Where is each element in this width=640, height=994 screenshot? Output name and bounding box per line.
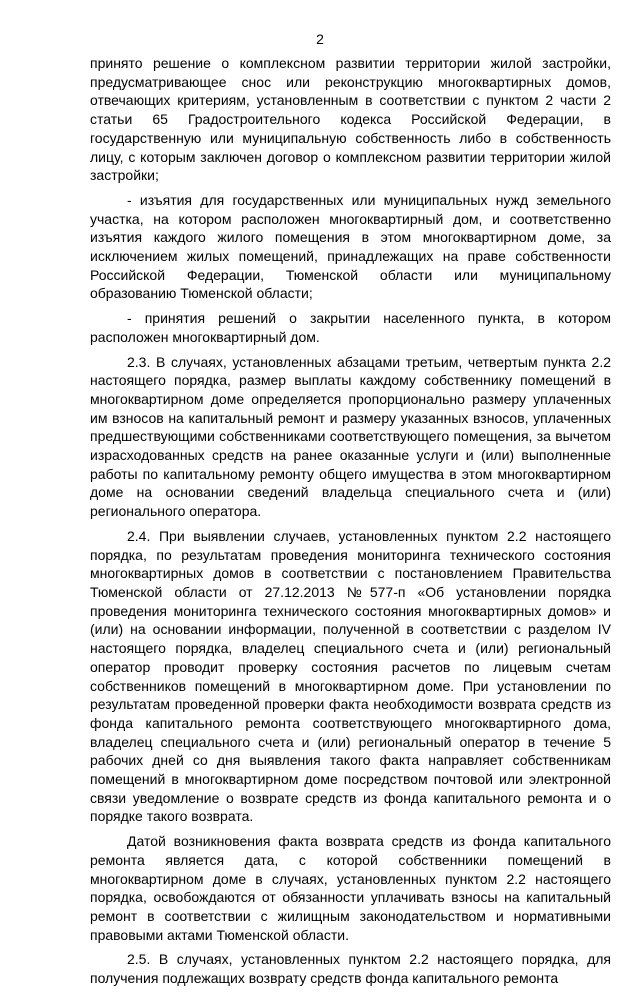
clause-2-5: 2.5. В случаях, установленных пунктом 2.2 настоящего порядка, для получения подлежащих возврату средств фонда капитального ремонта [90, 951, 611, 987]
paragraph-continuation: принято решение о комплексном развитии территории жилой застройки, предусматривающее снос или реконструкцию многоквартирных домов, отвечающих критериям, установленным в соответствии с пунктом 2 части 2 статьи 65 Градостроительного кодекса Российской Федерации, в государственную или муниципальную собственность либо в собственность лицу, с которым заключен договор о комплексном развитии территории жилой застройки; [90, 55, 611, 184]
paragraph-return-date: Датой возникновения факта возврата средств из фонда капитального ремонта является дата, с которой собственники помещений в многоквартирном доме в случаях, установленных пунктом 2.2 настоящего порядка, освобождаются от обязанности уплачивать взносы на капитальный ремонт в соответствии с жилищным законодательством и нормативными правовыми актами Тюменской области. [90, 833, 611, 943]
list-item-expropriation: - изъятия для государственных или муниципальных нужд земельного участка, на котором расположен многоквартирный дом, и соответственно изъятия каждого жилого помещения в этом многоквартирном доме, за исключением жилых помещений, принадлежащих на праве собственности Российской Федерации, Тюменской области или муниципальному образованию Тюменской области; [90, 191, 611, 302]
clause-2-3: 2.3. В случаях, установленных абзацами третьим, четвертым пункта 2.2 настоящего порядка, размер выплаты каждому собственнику помещений в многоквартирном доме определяется пропорционально размеру уплаченных им взносов на капитальный ремонт и размеру указанных взносов, уплаченных предшествующими собственниками соответствующего помещения, за вычетом израсходованных средств на ранее оказанные услуги и (или) выполненные работы по капитальному ремонту общего имущества в этом многоквартирном доме на основании сведений владельца специального счета и (или) регионального оператора. [90, 353, 611, 520]
document-body [90, 54, 611, 994]
clause-2-4: 2.4. При выявлении случаев, установленных пунктом 2.2 настоящего порядка, по результатам проведения мониторинга технического состояния многоквартирных домов в соответствии с постановлением Правительства Тюменской области от 27.12.2013 №577-п «Об установлении порядка проведения мониторинга технического состояния многоквартирных домов» и (или) на основании информации, полученной в соответствии с разделом IV настоящего порядка, владелец специального счета и (или) региональный оператор проводит проверку состояния расчетов по лицевым счетам собственников помещений в многоквартирном доме. При установлении по результатам проведенной проверки факта необходимости возврата средств из фонда капитального ремонта соответствующего многоквартирного дома, владелец специального счета и (или) региональный оператор в течение 5 рабочих дней со дня выявления такого факта направляет собственникам помещений в многоквартирном доме посредством почтовой или электронной связи уведомление о возврате средств из фонда капитального ремонта и о порядке такого возврата. [90, 527, 611, 825]
list-item-settlement-closure: - принятия решений о закрытии населенного пункта, в котором расположен многоквартирный дом. [90, 310, 611, 345]
page-number: 2 [316, 31, 324, 47]
